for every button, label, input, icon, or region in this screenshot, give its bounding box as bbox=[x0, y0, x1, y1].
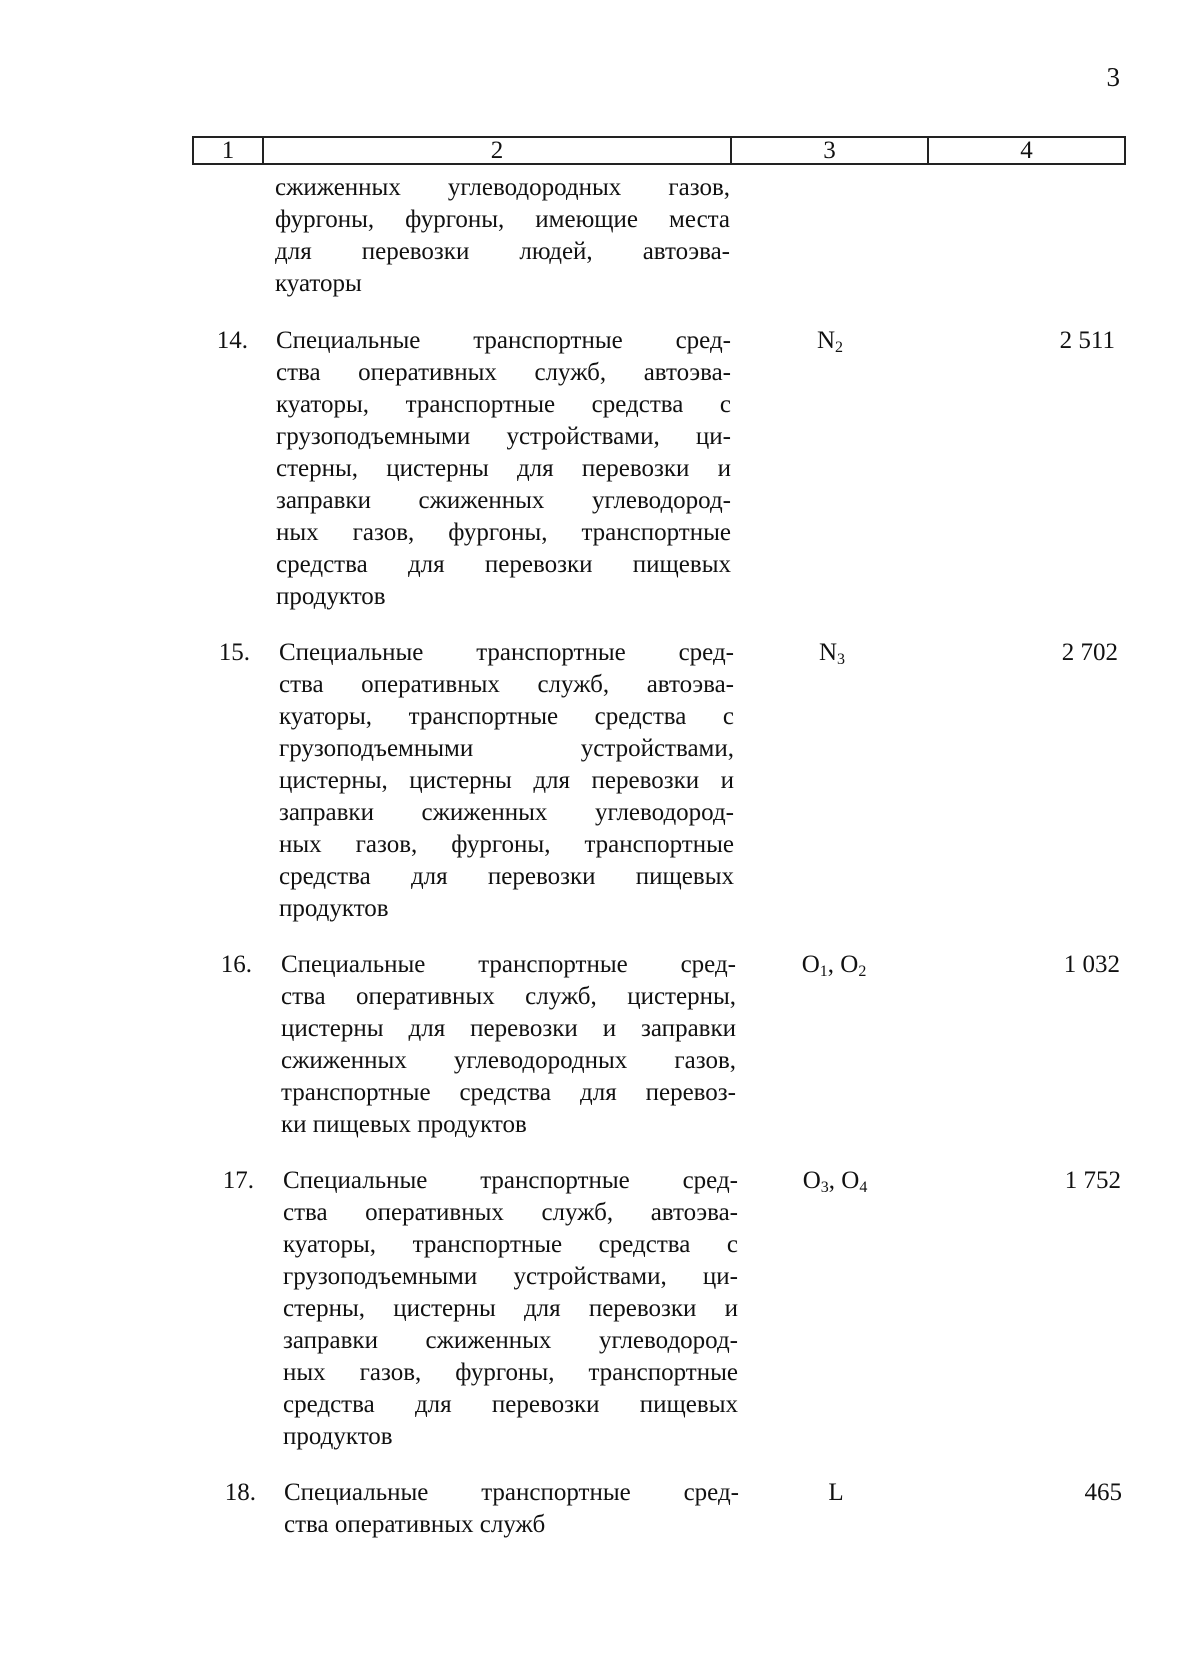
text-line: сжиженных углеводородных газов, bbox=[275, 174, 730, 201]
row-description bbox=[284, 1477, 739, 1541]
vehicle-category bbox=[754, 949, 914, 981]
text-line: цистерны, цистерны для перевозки и bbox=[279, 767, 734, 794]
text-line: средства для перевозки пищевых bbox=[283, 1391, 738, 1418]
text-line: куаторы, транспортные средства с bbox=[276, 391, 731, 418]
category-subscript: 1 bbox=[819, 963, 828, 980]
vehicle-category bbox=[752, 637, 912, 669]
text-line: куаторы bbox=[275, 270, 362, 297]
text-line: грузоподъемными устройствами, bbox=[279, 735, 734, 762]
text-line: для перевозки людей, автоэва- bbox=[275, 238, 730, 265]
page-number: 3 bbox=[1106, 62, 1120, 92]
text-line: Специальные транспортные сред- bbox=[284, 1479, 739, 1506]
row-value: 2 511 bbox=[1059, 327, 1115, 354]
category-letter: O bbox=[802, 1167, 821, 1194]
category-subscript: 3 bbox=[820, 1179, 829, 1196]
row-number: 16. bbox=[220, 951, 252, 978]
category-subscript: 2 bbox=[858, 963, 867, 980]
text-line: ных газов, фургоны, транспортные bbox=[283, 1359, 738, 1386]
text-line: ки пищевых продуктов bbox=[281, 1111, 527, 1138]
row-number: 17. bbox=[222, 1167, 254, 1194]
text-line: средства для перевозки пищевых bbox=[276, 551, 731, 578]
header-col-4: 4 bbox=[1020, 137, 1033, 164]
text-line: ства оперативных служб, автоэва- bbox=[276, 359, 731, 386]
text-line: стерны, цистерны для перевозки и bbox=[283, 1295, 738, 1322]
category-separator: , bbox=[828, 1167, 842, 1194]
text-line: грузоподъемными устройствами, ци- bbox=[276, 423, 731, 450]
text-line: цистерны для перевозки и заправки bbox=[281, 1015, 736, 1042]
text-line: куаторы, транспортные средства с bbox=[279, 703, 734, 730]
row-description bbox=[276, 325, 731, 613]
text-line: Специальные транспортные сред- bbox=[276, 327, 731, 354]
text-line: заправки сжиженных углеводород- bbox=[283, 1327, 738, 1354]
category-subscript: 4 bbox=[859, 1179, 868, 1196]
text-line: Специальные транспортные сред- bbox=[283, 1167, 738, 1194]
row-number: 18. bbox=[224, 1479, 256, 1506]
category-letter: O bbox=[801, 951, 820, 978]
row-description bbox=[279, 637, 734, 925]
text-line: заправки сжиженных углеводород- bbox=[276, 487, 731, 514]
text-line: куаторы, транспортные средства с bbox=[283, 1231, 738, 1258]
text-line: ства оперативных служб bbox=[284, 1511, 546, 1538]
vehicle-category bbox=[750, 325, 910, 357]
text-line: продуктов bbox=[276, 583, 386, 610]
row-description bbox=[281, 949, 736, 1141]
text-line: ства оперативных служб, автоэва- bbox=[279, 671, 734, 698]
row-value: 465 bbox=[1084, 1479, 1122, 1506]
category-separator: , bbox=[827, 951, 841, 978]
header-col-1: 1 bbox=[194, 138, 264, 163]
row-number: 14. bbox=[216, 327, 248, 354]
category-letter: N bbox=[816, 327, 836, 354]
row-value: 2 702 bbox=[1061, 639, 1118, 666]
text-line: грузоподъемными устройствами, ци- bbox=[283, 1263, 738, 1290]
text-line: ных газов, фургоны, транспортные bbox=[276, 519, 731, 546]
text-line: Специальные транспортные сред- bbox=[279, 639, 734, 666]
category-letter: O bbox=[840, 951, 859, 978]
category-letter: L bbox=[828, 1479, 844, 1506]
text-line: заправки сжиженных углеводород- bbox=[279, 799, 734, 826]
text-line: ства оперативных служб, цистерны, bbox=[281, 983, 736, 1010]
table-header bbox=[192, 136, 1126, 165]
text-line: продуктов bbox=[283, 1423, 393, 1450]
text-line: Специальные транспортные сред- bbox=[281, 951, 736, 978]
text-line: фургоны, фургоны, имеющие места bbox=[275, 206, 730, 233]
category-letter: N bbox=[818, 639, 838, 666]
header-col-3: 3 bbox=[732, 138, 929, 163]
continuation-text bbox=[275, 172, 730, 300]
text-line: ных газов, фургоны, транспортные bbox=[279, 831, 734, 858]
vehicle-category bbox=[755, 1165, 915, 1197]
text-line: транспортные средства для перевоз- bbox=[281, 1079, 736, 1106]
text-line: продуктов bbox=[279, 895, 389, 922]
text-line: средства для перевозки пищевых bbox=[279, 863, 734, 890]
row-value: 1 032 bbox=[1063, 951, 1120, 978]
category-subscript: 3 bbox=[837, 651, 846, 668]
vehicle-category bbox=[756, 1477, 916, 1509]
text-line: сжиженных углеводородных газов, bbox=[281, 1047, 736, 1074]
text-line: ства оперативных служб, автоэва- bbox=[283, 1199, 738, 1226]
text-line: стерны, цистерны для перевозки и bbox=[276, 455, 731, 482]
category-subscript: 2 bbox=[835, 339, 844, 356]
row-description bbox=[283, 1165, 738, 1453]
row-value: 1 752 bbox=[1064, 1167, 1121, 1194]
row-number: 15. bbox=[218, 639, 250, 666]
header-col-2: 2 bbox=[264, 138, 732, 163]
category-letter: O bbox=[841, 1167, 860, 1194]
